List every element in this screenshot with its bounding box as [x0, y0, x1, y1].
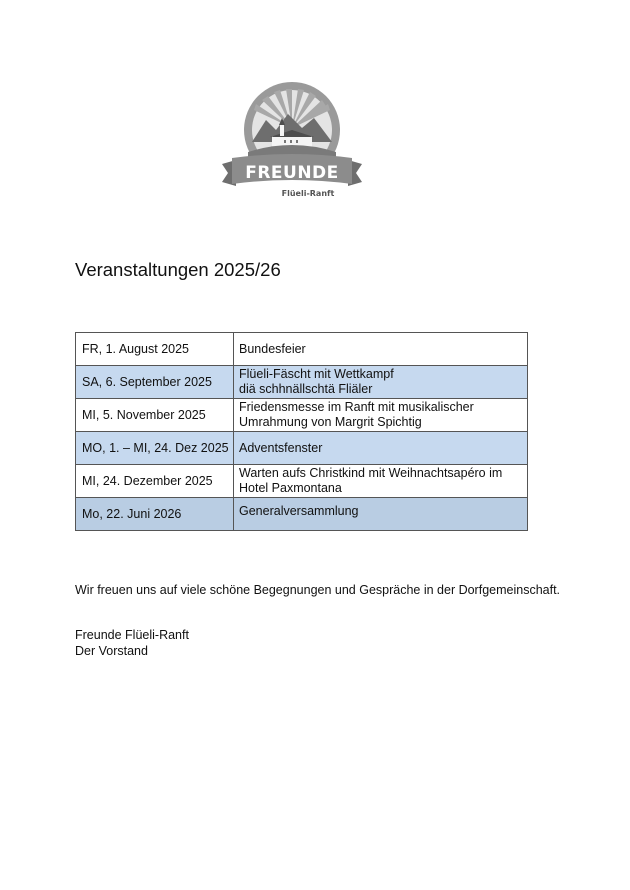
table-row: [76, 498, 528, 531]
table-row: [76, 366, 528, 399]
event-date: MI, 5. November 2025: [76, 399, 234, 432]
table-row: [76, 432, 528, 465]
logo-name-text: FREUNDE: [245, 163, 339, 183]
event-date: MI, 24. Dezember 2025: [76, 465, 234, 498]
event-date: Mo, 22. Juni 2026: [76, 498, 234, 531]
event-date: SA, 6. September 2025: [76, 366, 234, 399]
signature-block: [75, 627, 189, 659]
table-row: [76, 399, 528, 432]
signature-board: Der Vorstand: [75, 644, 148, 658]
freunde-logo: [222, 80, 366, 198]
event-description: Bundesfeier: [234, 333, 528, 366]
event-date: FR, 1. August 2025: [76, 333, 234, 366]
table-row: [76, 333, 528, 366]
page-title: Veranstaltungen 2025/26: [75, 259, 281, 280]
logo-place-text: Flüeli-Ranft: [281, 189, 335, 198]
table-row: [76, 465, 528, 498]
event-date: MO, 1. – MI, 24. Dez 2025: [76, 432, 234, 465]
events-table: [75, 332, 528, 531]
closing-text: Wir freuen uns auf viele schöne Begegnungen und Gespräche in der Dorfgemeinschaft.: [75, 583, 561, 597]
event-description: Friedensmesse im Ranft mit musikalischer Umrahmung von Margrit Spichtig: [234, 399, 528, 432]
signature-organization: Freunde Flüeli-Ranft: [75, 628, 189, 642]
event-description: Flüeli-Fäscht mit Wettkampf diä schhnällschtä Fliäler: [234, 366, 528, 399]
event-description: Generalversammlung: [234, 498, 528, 531]
event-description: Adventsfenster: [234, 432, 528, 465]
event-description: Warten aufs Christkind mit Weihnachtsapéro im Hotel Paxmontana: [234, 465, 528, 498]
